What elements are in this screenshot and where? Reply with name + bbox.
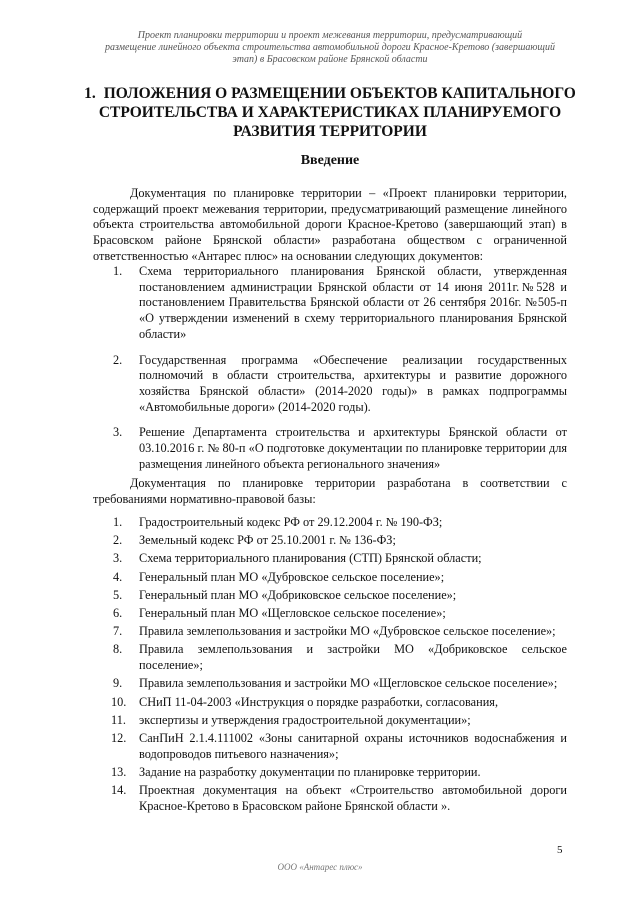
list-item-text: Земельный кодекс РФ от 25.10.2001 г. № 136-ФЗ; — [139, 533, 396, 548]
list-item-text: Правила землепользования и застройки МО «Добриковское сельское поселение»; — [139, 642, 567, 673]
list-item-text: Схема территориального планирования Брянской области, утвержденная постановлением администрации Брянской области от 14 июня 2011г.№528 и постановлением Правительства Брянской области от 26 сентября 2016г. №505-п «О утверждении изменений в схему территориального планирования Брянской области» — [139, 264, 567, 341]
running-header — [80, 30, 580, 66]
subtitle: Введение — [300, 153, 360, 168]
list-item-number: 14. — [111, 783, 127, 798]
page-number: 5 — [557, 844, 563, 856]
list-item — [93, 353, 567, 416]
list-item-number: 5. — [113, 587, 123, 602]
list-item-number: 9. — [113, 676, 123, 691]
list-item-number: 1. — [113, 264, 123, 278]
list-item-text: Генеральный план МО «Добриковское сельское поселение»; — [139, 587, 457, 602]
header-line: Проект планировки территории и проект межевания территории, предусматривающий — [137, 30, 523, 41]
list-item — [93, 551, 567, 567]
section-title — [70, 84, 590, 141]
list-item-number: 4. — [113, 569, 123, 584]
list-item — [93, 515, 567, 531]
list-item-number: 11. — [111, 712, 126, 727]
list-item — [93, 731, 567, 762]
intro-paragraph: Документация по планировке территории – «Проект планировки территории, содержащий проект межевания территории, предусматривающий размещение линейного объекта строительства автомобильной дороги Красное-Кретово (завершающий этап) в Брасовском районе Брянской области» разработана обществом с ограниченной ответственностью «Антарес плюс» на основании следующих документов: — [93, 186, 567, 263]
list-item-text: Проектная документация на объект «Строительство автомобильной дороги Красное-Кретово в Брасовском районе Брянской области ». — [139, 783, 567, 813]
list-item-text: Правила землепользования и застройки МО «Дубровское сельское поселение»; — [139, 624, 556, 639]
section-number: 1. — [84, 85, 96, 102]
list-item — [93, 264, 567, 343]
list-item — [93, 425, 567, 472]
list-item-text: Решение Департамента строительства и архитектуры Брянской области от 03.10.2016 г. № 80-п «О подготовке документации по планировке территории для размещения линейного объекта регионального значения» — [139, 425, 567, 471]
list-item-number: 6. — [113, 606, 123, 621]
list-item-number: 2. — [113, 533, 123, 548]
list-item-number: 10. — [111, 694, 127, 709]
list-item — [93, 765, 567, 781]
list-item-number: 12. — [111, 730, 127, 745]
list-item-number: 1. — [113, 515, 123, 529]
list-item — [93, 783, 567, 814]
header-line: этап) в Брасовском районе Брянской области — [232, 54, 428, 65]
basis-documents-list — [93, 264, 567, 482]
list-item — [93, 624, 567, 640]
list-item-text: экспертизы и утверждения градостроительной документации»; — [139, 712, 471, 727]
list-item — [93, 606, 567, 622]
list-item-text: Генеральный план МО «Щегловское сельское поселение»; — [139, 606, 446, 621]
list-item-text: Схема территориального планирования (СТП) Брянской области; — [139, 551, 482, 566]
list-item-number: 2. — [113, 352, 123, 367]
list-item-text: Государственная программа «Обеспечение реализации государственных полномочий в области строительства, архитектуры и развитие дорожного хозяйства Брянской области» (2014-2020 годы)» в рамках подпрограммы «Автомобильные дороги» (2014-2020 годы). — [139, 352, 567, 414]
list-item — [93, 642, 567, 673]
list-item-number: 8. — [113, 642, 123, 657]
header-line: размещение линейного объекта строительства автомобильной дороги Красное-Кретово (завершающий — [105, 42, 555, 53]
list-item — [93, 676, 567, 692]
list-item-number: 7. — [113, 624, 123, 639]
list-item-text: Задание на разработку документации по планировке территории. — [139, 764, 481, 779]
list-item-number: 3. — [113, 551, 123, 566]
section-title-text: ПОЛОЖЕНИЯ О РАЗМЕЩЕНИИ ОБЪЕКТОВ КАПИТАЛЬНОГО СТРОИТЕЛЬСТВА И ХАРАКТЕРИСТИКАХ ПЛАНИРУЕМОГО РАЗВИТИЯ ТЕРРИТОРИИ — [98, 85, 576, 140]
list-item — [93, 713, 567, 729]
list-item-text: СанПиН 2.1.4.111002 «Зоны санитарной охраны источников водоснабжения и водопроводов питьевого назначения»; — [139, 730, 567, 761]
list-item-number: 3. — [113, 425, 123, 440]
list-item — [93, 588, 567, 604]
list-item — [93, 570, 567, 586]
list-item-text: Правила землепользования и застройки МО «Щегловское сельское поселение»; — [139, 676, 558, 691]
list-item-text: Генеральный план МО «Дубровское сельское поселение»; — [139, 569, 445, 584]
list-item — [93, 533, 567, 549]
list-item — [93, 695, 567, 711]
list-item-number: 13. — [111, 764, 127, 779]
regulatory-paragraph: Документация по планировке территории разработана в соответствии с требованиями нормативно-правовой базы: — [93, 476, 567, 506]
list-item-text: Градостроительный кодекс РФ от 29.12.2004 г. № 190-ФЗ; — [139, 515, 443, 529]
regulatory-documents-list — [93, 515, 567, 817]
running-footer: ООО «Антарес плюс» — [277, 862, 363, 872]
list-item-text: СНиП 11-04-2003 «Инструкция о порядке разработки, согласования, — [139, 694, 499, 709]
